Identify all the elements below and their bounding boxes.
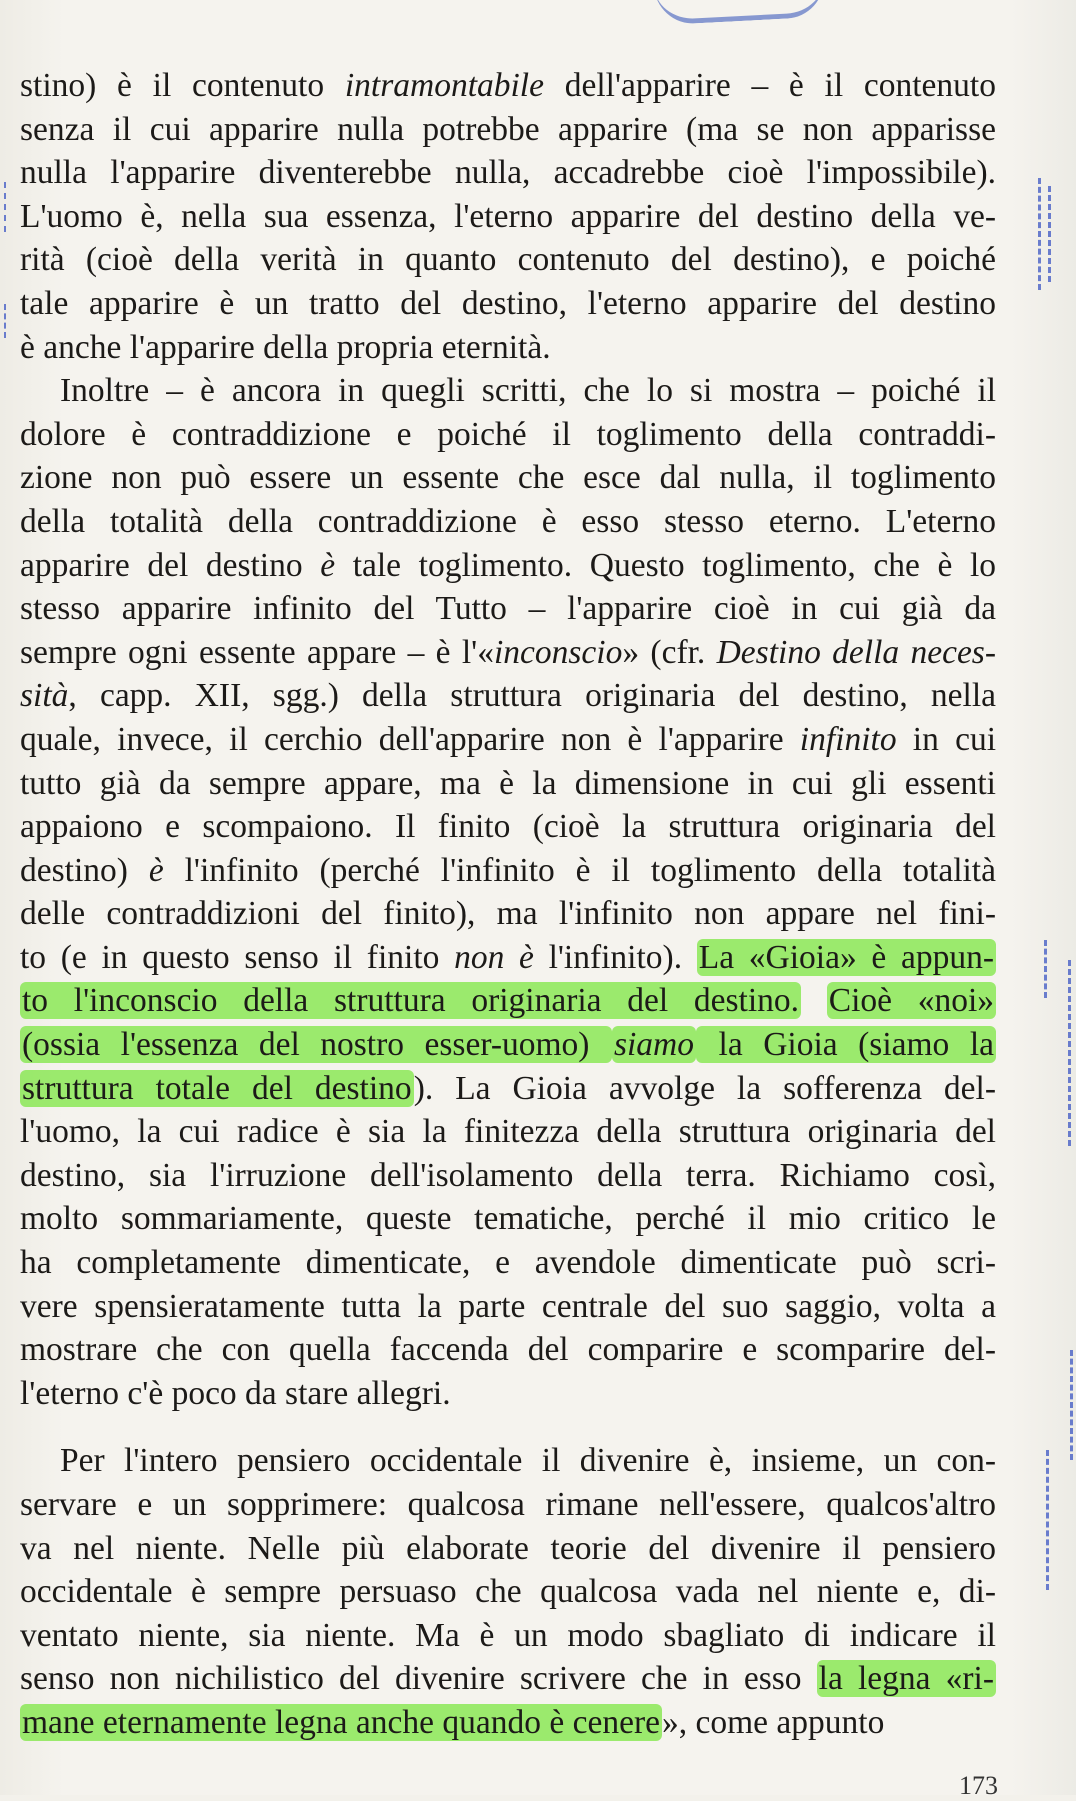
text-line: delle contraddizioni del finito), ma l'infinito non appare nel fini- [20,895,996,933]
italic-text: è [148,851,164,889]
text-line: Inoltre – è ancora in quegli scritti, che lo si mostra – poiché il [60,372,996,410]
text-line: mane eternamente legna anche quando è cenere», come appunto [22,1703,885,1741]
text-line: tale apparire è un tratto del destino, l'eterno apparire del destino [20,284,996,322]
text-line: appaiono e scompaiono. Il finito (cioè la struttura originaria del [20,808,996,846]
text-line: occidentale è sempre persuaso che qualcosa vada nel niente e, di- [20,1573,996,1611]
text-line: è anche l'apparire della propria eternità. [20,328,551,366]
text-line: servare e un sopprimere: qualcosa rimane nell'essere, qualcos'altro [20,1486,996,1523]
italic-text: inconscio [493,633,623,671]
left-margin-mark-1 [4,182,6,232]
italic-text: infinito [799,720,897,758]
text-line: L'uomo è, nella sua essenza, l'eterno apparire del destino della ve- [20,197,996,235]
text-line: zione non può essere un essente che esce dal nulla, il toglimento [20,459,996,497]
text-line: destino, sia l'irruzione dell'isolamento della terra. Richiamo così, [20,1156,996,1194]
text-line [20,1023,996,1067]
italic-text: è [320,546,336,584]
italic-text: sità [20,677,69,715]
text-line: rità (cioè della verità in quanto contenuto del destino), e poiché [20,241,996,279]
margin-pen-mark-6 [1070,1350,1073,1460]
highlighted-text: la legna «ri- [818,1660,995,1698]
paragraph-1 [20,64,996,369]
text-line: ha completamente dimenticate, e avendole dimenticate può scri- [20,1244,996,1282]
text-line: sità, capp. XII, sgg.) della struttura originaria del destino, nella [20,677,996,715]
highlighted-italic-text: siamo [613,1026,694,1064]
margin-pen-mark-4 [1068,960,1071,1146]
text-line: stino) è il contenuto intramontabile dell'apparire – è il contenuto [20,67,996,104]
text-line: apparire del destino è tale toglimento. Questo toglimento, che è lo [20,546,996,584]
margin-pen-mark-3 [1044,940,1047,998]
highlighted-text: struttura totale del destino [22,1069,412,1107]
pen-mark-top [654,0,826,25]
text-line: senso non nichilistico del divenire scrivere che in esso la legna «ri- [20,1660,995,1698]
highlighted-text: la Gioia (siamo la [698,1026,994,1064]
text-line: nulla l'apparire diventerebbe nulla, accadrebbe cioè l'impossibile). [20,154,996,192]
text-line: quale, invece, il cerchio dell'apparire non è l'apparire infinito in cui [20,720,997,758]
text-line: sempre ogni essente appare – è l'«inconscio» (cfr. Destino della neces- [20,633,996,671]
highlighted-text: to l'inconscio della struttura originaria del destino. [22,982,800,1020]
text-line: destino) è l'infinito (perché l'infinito è il toglimento della totalità [20,851,996,889]
highlighted-text: mane eternamente legna anche quando è cenere [22,1703,660,1741]
highlighted-text: Cioè «noi» [828,982,995,1020]
margin-pen-mark-5 [1046,1450,1049,1590]
text-line [20,979,996,1023]
section-gap [20,1415,996,1439]
highlighted-text: La «Gioia» è appun- [698,938,994,976]
paragraph-3 [20,1439,996,1744]
text-line: l'eterno c'è poco da stare allegri. [20,1374,451,1412]
page-text [20,64,996,1745]
text-line: della totalità della contraddizione è esso stesso eterno. L'eterno [20,502,996,540]
italic-text: Destino della neces- [716,633,996,671]
page-number: 173 [959,1771,998,1800]
text-line: molto sommariamente, queste tematiche, perché il mio critico le [20,1200,996,1238]
margin-pen-mark-2 [1048,186,1051,282]
text-line: dolore è contraddizione e poiché il toglimento della contraddi- [20,415,996,453]
text-line: l'uomo, la cui radice è sia la finitezza della struttura originaria del [20,1113,996,1151]
text-line: Per l'intero pensiero occidentale il divenire è, insieme, un con- [60,1442,996,1480]
text-line: vere spensieratamente tutta la parte centrale del suo saggio, volta a [20,1287,996,1325]
text-line: tutto già da sempre appare, ma è la dimensione in cui gli essenti [20,764,996,802]
text-line: senza il cui apparire nulla potrebbe apparire (ma se non apparisse [20,110,996,148]
highlighted-text: (ossia l'essenza del nostro esser-uomo) [22,1026,610,1064]
text-line: to (e in questo senso il finito non è l'infinito). La «Gioia» è appun- [20,938,994,976]
left-margin-mark-2 [4,304,6,338]
text-line: va nel niente. Nelle più elaborate teorie del divenire il pensiero [20,1529,996,1567]
text-line: ventato niente, sia niente. Ma è un modo sbagliato di indicare il [20,1616,996,1654]
text-line: struttura totale del destino). La Gioia avvolge la sofferenza del- [22,1069,997,1107]
italic-text: intramontabile [344,67,544,104]
italic-text: non è [454,938,534,976]
text-line: stesso apparire infinito del Tutto – l'apparire cioè in cui già da [20,590,996,628]
margin-pen-mark-1 [1038,178,1041,290]
text-line: mostrare che con quella faccenda del comparire e scomparire del- [20,1331,996,1369]
paragraph-2 [20,369,996,1415]
